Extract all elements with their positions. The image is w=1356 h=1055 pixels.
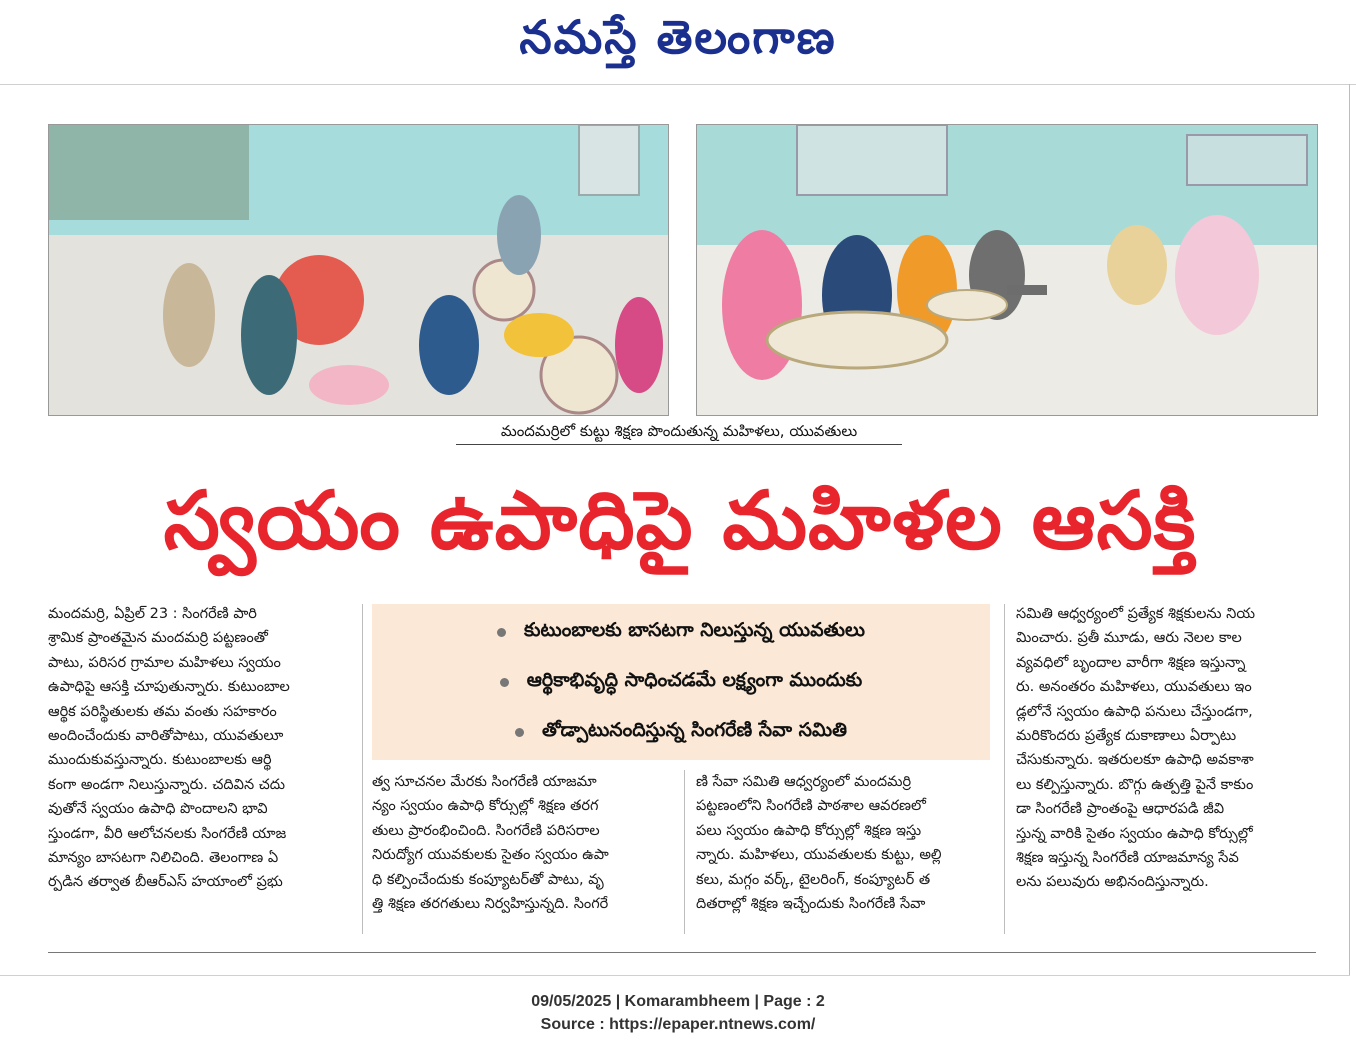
headline-text: స్వయం ఉపాధిపై మహిళల ఆసక్తి — [163, 473, 1197, 567]
text-line: కంగా అండగా నిలుస్తున్నారు. చదివిన చదు — [48, 776, 286, 793]
divider — [0, 975, 1350, 976]
text-line: ధి కల్పించేందుకు కంప్యూటర్‌తో పాటు, వృ — [372, 871, 604, 888]
text-line: డ్లలోనే స్వయం ఉపాధి పనులు చేస్తుండగా, — [1016, 703, 1253, 720]
text-line: మించారు. ప్రతీ మూడు, ఆరు నెలల కాల — [1016, 630, 1242, 647]
divider — [48, 952, 1316, 953]
text-line: ర్పడిన తర్వాత బీఆర్ఎస్ హయాంలో ప్రభు — [48, 874, 283, 891]
text-line: అందించేందుకు వారితోపాటు, యువతులూ — [48, 728, 284, 745]
column-divider — [684, 770, 685, 934]
text-line: త్తి శిక్షణ తరగతులు నిర్వహిస్తున్నది. సింగరే — [372, 896, 609, 913]
text-line: కలు, మగ్గం వర్క్, టైలరింగ్, కంప్యూటర్ త — [696, 871, 931, 888]
text-line: పలు స్వయం ఉపాధి కోర్సుల్లో శిక్షణ ఇస్తు — [696, 822, 922, 839]
text-line: చేసుకున్నారు. ఇతరులకూ ఉపాధి అవకాశా — [1016, 752, 1254, 769]
photo-left-illustration — [49, 125, 668, 415]
highlight-text: ఆర్థికాభివృద్ధి సాధించడమే లక్ష్యంగా ముందుకు — [526, 668, 863, 691]
footer-source-line: Source : https://epaper.ntnews.com/ — [540, 1016, 816, 1033]
footer-date-line: 09/05/2025 | Komarambheem | Page : 2 — [531, 993, 825, 1010]
divider — [1349, 84, 1350, 976]
highlight-item — [372, 612, 990, 652]
bullet-icon — [515, 728, 524, 737]
text-line: దితరాల్లో శిక్షణ ఇచ్చేందుకు సింగరేణి సేవా — [696, 896, 926, 913]
text-line: తులు ప్రారంభించింది. సింగరేణి పరిసరాల — [372, 822, 600, 839]
article-column-3 — [696, 770, 992, 916]
highlight-item — [372, 712, 990, 752]
text-line: ణి సేవా సమితి ఆధ్వర్యంలో మందమర్రి — [696, 774, 912, 790]
text-line: లు కల్పిస్తున్నారు. బొగ్గు ఉత్పత్తి పైనే కాకుం — [1016, 776, 1254, 793]
headline — [20, 467, 1340, 593]
text-line: స్తుండగా, వీరి ఆలోచనలకు సింగరేణి యాజ — [48, 825, 287, 842]
highlight-text: తోడ్పాటునందిస్తున్న సింగరేణి సేవా సమితి — [542, 718, 847, 741]
text-line: నిరుద్యోగ యువకులకు సైతం స్వయం ఉపా — [372, 847, 609, 864]
photo-right — [696, 124, 1318, 416]
text-line: వ్యవధిలో బృందాల వారీగా శిక్షణ ఇస్తున్నా — [1016, 654, 1246, 671]
text-line: సమితి ఆధ్వర్యంలో ప్రత్యేక శిక్షకులను నియ — [1016, 606, 1255, 622]
column-divider — [1004, 604, 1005, 934]
divider — [0, 84, 1356, 85]
text-line: పాటు, పరిసర గ్రామాల మహిళలు స్వయం — [48, 654, 281, 671]
bullet-icon — [497, 628, 506, 637]
text-line: ముందుకువస్తున్నారు. కుటుంబాలకు ఆర్థి — [48, 752, 272, 769]
text-line: రు. అనంతరం మహిళలు, యువతులు ఇం — [1016, 679, 1252, 696]
text-line: మరికొందరు ప్రత్యేక దుకాణాలు ఏర్పాటు — [1016, 728, 1237, 745]
text-line: శిక్షణ ఇస్తున్న సింగరేణి యాజమాన్య సేవ — [1016, 850, 1239, 867]
text-line: మందమర్రి, ఏప్రిల్ 23 : సింగరేణి పారి — [48, 606, 257, 622]
highlight-text: కుటుంబాలకు బాసటగా నిలుస్తున్న యువతులు — [523, 618, 866, 641]
text-line: త్వ సూచనల మేరకు సింగరేణి యాజమా — [372, 774, 597, 790]
photo-left — [48, 124, 669, 416]
text-line: లను పలువురు అభినందిస్తున్నారు. — [1016, 874, 1209, 891]
column-divider — [362, 604, 363, 934]
text-line: మాన్యం బాసటగా నిలిచింది. తెలంగాణ ఏ — [48, 850, 279, 867]
text-line: పట్టణంలోని సింగరేణి పాఠశాల ఆవరణలో — [696, 798, 926, 815]
masthead — [0, 8, 1356, 78]
newspaper-title: నమస్తే తెలంగాణ — [519, 10, 837, 64]
highlights-box — [372, 604, 990, 760]
article-column-4 — [1016, 602, 1316, 895]
text-line: న్యం స్వయం ఉపాధి కోర్సుల్లో శిక్షణ తరగ — [372, 798, 599, 815]
bullet-icon — [500, 678, 509, 687]
text-line: శ్రామిక ప్రాంతమైన మందమర్రి పట్టణంతో — [48, 630, 268, 647]
text-line: స్తున్న వారికి సైతం స్వయం ఉపాధి కోర్సుల్లో — [1016, 825, 1253, 842]
photo-caption: మందమర్రిలో కుట్టు శిక్షణ పొందుతున్న మహిళలు, యువతులు — [456, 420, 902, 445]
text-line: డా సింగరేణి ప్రాంతంపై ఆధారపడి జీవి — [1016, 801, 1225, 818]
text-line: న్నారు. మహిళలు, యువతులకు కుట్టు, అల్లి — [696, 847, 942, 864]
photo-right-illustration — [697, 125, 1317, 415]
text-line: ఉపాధిపై ఆసక్తి చూపుతున్నారు. కుటుంబాల — [48, 679, 290, 696]
highlight-item — [372, 662, 990, 702]
article-column-2 — [372, 770, 672, 916]
text-line: వుతోనే స్వయం ఉపాధి పొందాలని భావి — [48, 801, 268, 818]
article-column-1 — [48, 602, 350, 895]
text-line: ఆర్థిక పరిస్థితులకు తమ వంతు సహకారం — [48, 703, 277, 720]
